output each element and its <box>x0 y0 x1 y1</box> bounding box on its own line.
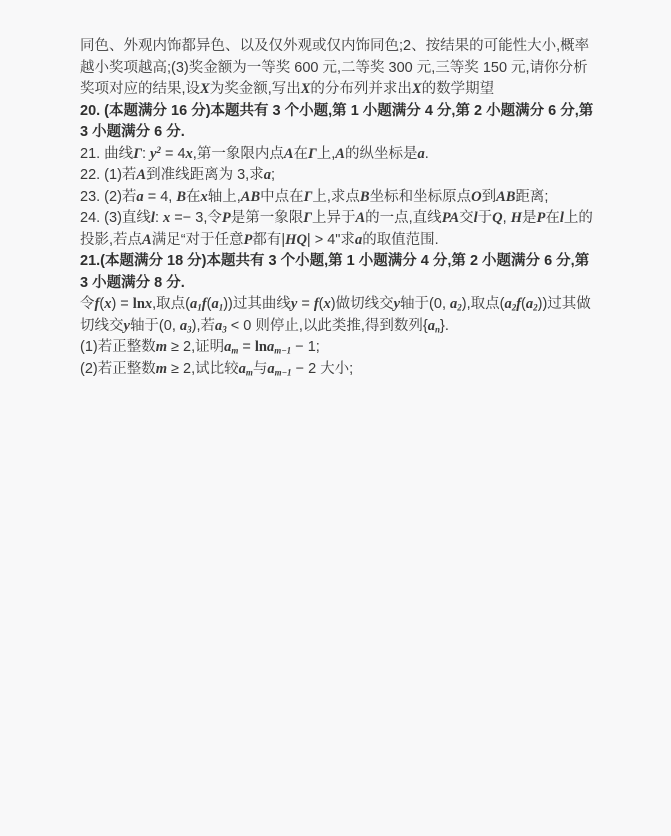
problem-item-22: 22. (1)若A到准线距离为 3,求a; <box>80 167 275 183</box>
problem-21-part-1: (1)若正整数m ≥ 2,证明$a_m = \ln a_{m-1} - 1$; <box>80 339 320 356</box>
problem-item-24: 24. (3)直线l: x =− 3,令P是第一象限Γ上异于A的一点,直线PA交l于Q, H是P在l上的投影,若点A满足“对于任意P都有|HQ| > 4"求a的取值范围. <box>80 210 593 248</box>
problem-21-body: 令f(x) = lnx,取点$(a_1f(a_1))$过其曲线y = f(x)做切线交y轴于(0, $a_2$),取点$(a_2f(a_2))$过其做切线交y轴于(0, $a_3$),若$a_3 < 0$ 则停止,以此类推,得到数列$\{a_n\}$. <box>80 296 591 335</box>
problem-20-heading: 20. (本题满分 16 分)本题共有 3 个小题,第 1 小题满分 4 分,第 2 小题满分 6 分,第 3 小题满分 6 分. <box>80 102 594 140</box>
problem-21-heading: 21.(本题满分 18 分)本题共有 3 个小题,第 1 小题满分 4 分,第 2 小题满分 6 分,第 3 小题满分 8 分. <box>80 253 590 291</box>
problem-item-21: 21. 曲线Γ: $y^2 = 4x$,第一象限内点A在Γ上,A的纵坐标是a. <box>80 144 429 162</box>
problem-21-part-2: (2)若正整数m ≥ 2,试比较$a_m$与$a_{m-1} - 2$ 大小; <box>80 360 354 378</box>
problem-item-23: 23. (2)若a = 4, B在x轴上,AB中点在Γ上,求点B坐标和坐标原点O到AB距离; <box>80 188 549 205</box>
intro-paragraph: 同色、外观内饰都异色、以及仅外观或仅内饰同色;2、按结果的可能性大小,概率越小奖项越高;(3)奖金额为一等奖 600 元,二等奖 300 元,三等奖 150 元,请你分析奖项对应的结果,设X为奖金额,写出X的分布列并求出X的数学期望 <box>80 38 590 97</box>
